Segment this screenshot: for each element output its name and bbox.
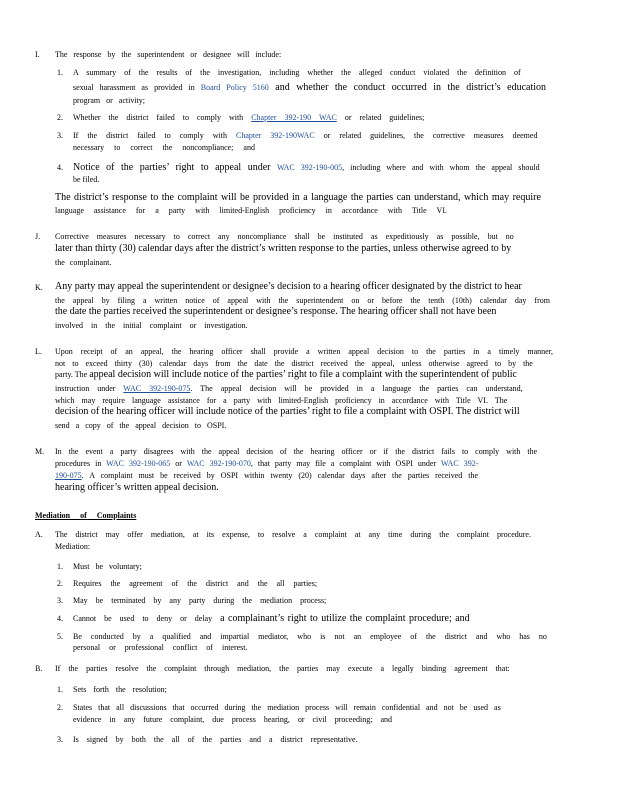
text: Notice of the parties’ right to appeal under — [73, 162, 277, 173]
section-i-marker: I. — [35, 50, 40, 59]
section-l-line-2: not to exceed thirty (30) calendar days from the date the district received the appeal, unless otherwise agreed to by the — [55, 359, 533, 368]
text: procedures in — [55, 459, 107, 468]
section-l-marker: L. — [35, 347, 42, 356]
section-k-line-3: the date the parties received the superintendent or designee’s response. The hearing officer shall not have been — [55, 306, 497, 317]
text: sexual harassment as provided in — [73, 83, 201, 92]
wac-392-190-005-link[interactable]: WAC 392-190-005 — [276, 163, 343, 172]
section-l-line-6: decision of the hearing officer will include notice of the parties’ right to file a complaint with OSPI. The district will — [55, 406, 520, 417]
section-i-item-3-line-1 — [73, 131, 537, 141]
mediation-a-marker: A. — [35, 530, 43, 539]
chapter-392-190wac-link[interactable]: Chapter 392-190WAC — [235, 131, 315, 140]
text: If the district failed to comply with — [73, 131, 236, 140]
section-i-item-2-num: 2. — [57, 113, 63, 122]
section-k-line-2: the appeal by filing a written notice of appeal with the superintendent on or before the tenth (10th) calendar day from — [55, 296, 550, 305]
section-l-line-1: Upon receipt of an appeal, the hearing officer shall provide a written appeal decision to the parties in a timely manner, — [55, 347, 554, 356]
section-i-closing-line-2: language assistance for a party with limited-English proficiency in accordance with Title VI. — [55, 206, 447, 215]
section-j-line-1: Corrective measures necessary to correct any noncompliance shall be instituted as expeditiously as possible, but no — [55, 232, 514, 241]
section-i-item-3-line-2: necessary to correct the noncompliance; and — [73, 143, 255, 152]
chapter-392-190-wac-link[interactable]: Chapter 392-190 WAC — [251, 113, 337, 122]
mediation-b-item-3: Is signed by both the all of the parties and a district representative. — [73, 735, 358, 744]
section-m-line-2 — [55, 459, 478, 469]
section-j-line-2: later than thirty (30) calendar days after the district’s written response to the parties, unless otherwise agreed to by — [55, 243, 512, 254]
mediation-a-item-4-num: 4. — [57, 614, 63, 623]
mediation-a-item-2-num: 2. — [57, 579, 63, 588]
mediation-a-line-2: Mediation: — [55, 542, 91, 551]
mediation-b-item-2-num: 2. — [57, 703, 63, 712]
text: party. The — [55, 370, 90, 379]
mediation-a-item-5-line-1: Be conducted by a qualified and impartial mediator, who is not an employee of the district and who has no — [73, 632, 547, 641]
text: . The appeal decision will be provided in a language the parties can understand, — [190, 384, 523, 393]
mediation-a-item-1-num: 1. — [57, 562, 63, 571]
board-policy-5160-link[interactable]: Board Policy 5160 — [200, 83, 269, 92]
mediation-a-item-2: Requires the agreement of the district and the all parties; — [73, 579, 318, 588]
section-i-intro: The response by the superintendent or designee will include: — [55, 50, 282, 59]
section-m-line-1: In the event a party disagrees with the appeal decision of the hearing officer or if the district fails to comply with the — [55, 447, 538, 456]
text: Whether the district failed to comply with — [73, 113, 252, 122]
text: Cannot be used to deny or delay — [73, 614, 221, 623]
section-l-line-5: which may require language assistance for a party with limited-English proficiency in accordance with Title VI. The — [55, 396, 508, 405]
wac-392-link[interactable]: WAC 392- — [440, 459, 479, 468]
mediation-b-item-3-num: 3. — [57, 735, 63, 744]
wac-392-190-065-link[interactable]: WAC 392-190-065 — [106, 459, 171, 468]
text: . A complaint must be received by OSPI within twenty (20) calendar days after the parties received the — [81, 471, 479, 480]
section-k-line-4: involved in the initial complaint or investigation. — [55, 321, 248, 330]
section-m-line-3 — [55, 471, 478, 481]
mediation-heading: Mediation of Complaints — [35, 511, 137, 520]
section-i-item-2-line-1 — [73, 113, 424, 123]
mediation-b-item-2-line-1: States that all discussions that occurred during the mediation process will remain confidential and not be used as — [73, 703, 501, 712]
text: or — [170, 459, 187, 468]
text: and whether the conduct occurred in the district’s education — [268, 82, 547, 93]
mediation-b-item-1: Sets forth the resolution; — [73, 685, 167, 694]
text: , including where and with whom the appeal should — [342, 163, 540, 172]
section-k-marker: K. — [35, 283, 43, 292]
mediation-a-line-1: The district may offer mediation, at its expense, to resolve a complaint at any time during the complaint procedure. — [55, 530, 531, 539]
section-m-line-4: hearing officer’s written appeal decision. — [55, 482, 219, 493]
section-i-item-1-line-3: program or activity; — [73, 96, 145, 105]
text: or related guidelines; — [336, 113, 425, 122]
mediation-a-item-5-num: 5. — [57, 632, 63, 641]
section-j-marker: J. — [35, 232, 41, 241]
text: appeal decision will include notice of the parties’ right to file a complaint with the superintendent of public — [89, 369, 517, 380]
section-k-line-1: Any party may appeal the superintendent or designee’s decision to a hearing officer designated by the district to hear — [55, 281, 522, 292]
text: a complainant’s right to utilize the complaint procedure; and — [220, 613, 470, 624]
mediation-b-item-2-line-2: evidence in any future complaint, due process hearing, or civil proceeding; and — [73, 715, 393, 724]
section-i-item-4-line-1 — [73, 162, 540, 174]
section-i-item-3-num: 3. — [57, 131, 63, 140]
text: , that party may file a complaint with OSPI under — [250, 459, 441, 468]
text: or related guidelines, the corrective measures deemed — [314, 131, 538, 140]
section-i-item-4-num: 4. — [57, 163, 63, 172]
section-i-item-1-num: 1. — [57, 68, 63, 77]
mediation-a-item-4 — [73, 613, 470, 625]
section-l-line-7: send a copy of the appeal decision to OSPI. — [55, 421, 227, 430]
section-l-line-4 — [55, 384, 523, 394]
section-i-item-4-line-2: be filed. — [73, 175, 100, 184]
section-i-closing-line-1: The district’s response to the complaint will be provided in a language the parties can understand, which may require — [55, 192, 541, 203]
section-j-line-3: the complainant. — [55, 258, 112, 267]
section-m-marker: M. — [35, 447, 45, 456]
wac-392-190-075-link[interactable]: WAC 392-190-075 — [123, 384, 191, 393]
mediation-a-item-3: May be terminated by any party during the mediation process; — [73, 596, 327, 605]
mediation-a-item-3-num: 3. — [57, 596, 63, 605]
mediation-a-item-1: Must be voluntary; — [73, 562, 142, 571]
mediation-b-line-1: If the parties resolve the complaint through mediation, the parties may execute a legally binding agreement that: — [55, 664, 510, 673]
mediation-a-item-5-line-2: personal or professional conflict of interest. — [73, 643, 248, 652]
text: instruction under — [55, 384, 124, 393]
section-i-item-1-line-1: A summary of the results of the investigation, including whether the alleged conduct violated the definition of — [73, 68, 521, 77]
section-l-line-3 — [55, 369, 517, 381]
mediation-b-marker: B. — [35, 664, 43, 673]
wac-190-075-link[interactable]: 190-075 — [55, 471, 82, 480]
mediation-b-item-1-num: 1. — [57, 685, 63, 694]
section-i-item-1-line-2 — [73, 82, 546, 94]
wac-392-190-070-link[interactable]: WAC 392-190-070 — [186, 459, 251, 468]
